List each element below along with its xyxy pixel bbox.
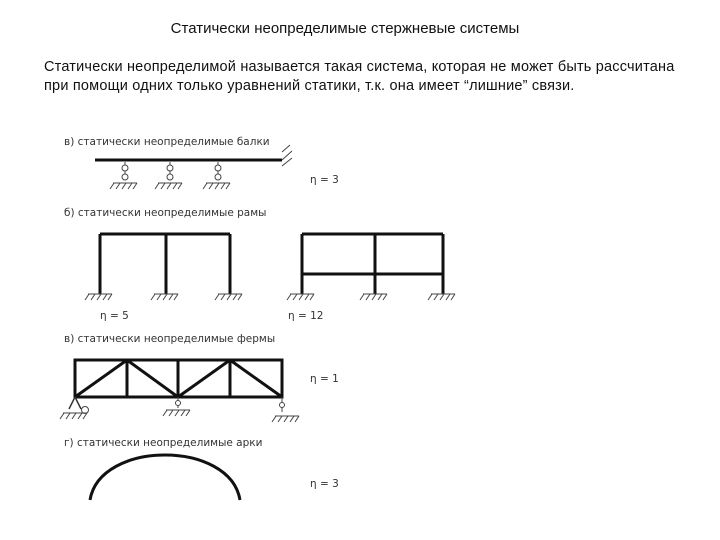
frame-left-eta: η = 5 (100, 310, 129, 322)
intro-paragraph: Статически неопределимой называется такая система, которая не может быть рассчитана при помощи одних только уравнений статики, т.к. она имеет “лишние” связи. (44, 59, 675, 94)
frame-left (85, 234, 242, 300)
arches-caption: г) статически неопределимые арки (64, 437, 263, 449)
truss-support-left (60, 397, 89, 419)
beam-support-1 (110, 162, 137, 189)
slide-title: Статически неопределимые стержневые системы (170, 20, 520, 37)
trusses-section (60, 333, 339, 422)
truss-support-right (272, 397, 299, 422)
frame-right-eta: η = 12 (288, 310, 324, 322)
beams-eta: η = 3 (310, 174, 339, 186)
arch-curve (90, 455, 240, 500)
frames-caption: б) статически неопределимые рамы (64, 207, 267, 219)
frames-section (64, 207, 455, 322)
truss-support-mid (163, 397, 190, 416)
trusses-eta: η = 1 (310, 373, 339, 385)
beam-fixed-end (282, 145, 292, 166)
trusses-caption: в) статически неопределимые фермы (64, 333, 276, 345)
arches-eta: η = 3 (310, 478, 339, 490)
beam-support-2 (155, 162, 182, 189)
arches-section (64, 437, 339, 500)
truss (75, 360, 282, 397)
beams-caption: в) статически неопределимые балки (64, 136, 270, 148)
frame-right (287, 234, 455, 300)
beam-support-3 (203, 162, 230, 189)
beams-section (64, 136, 339, 189)
